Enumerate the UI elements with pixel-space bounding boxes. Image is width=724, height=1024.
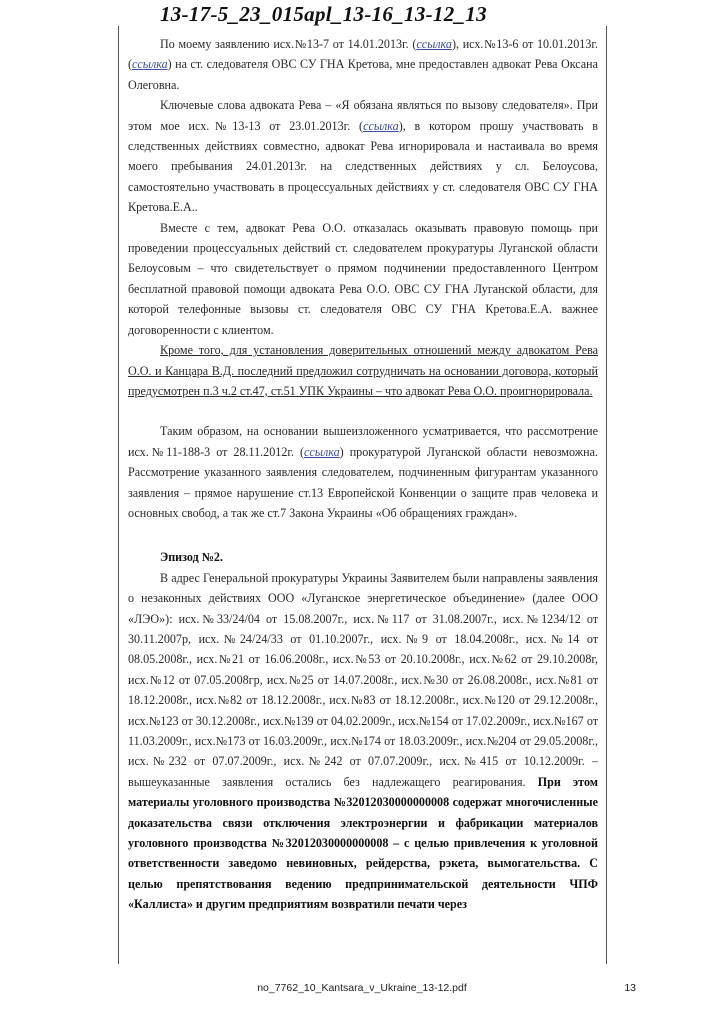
paragraph-6	[128, 568, 598, 915]
paragraph-text: ), исх.№13-6 от 10.01.2013г. (	[128, 37, 598, 72]
paragraph-text: Таким образом, на основании вышеизложенного усматривается, что рассмотрение исх.№11-188-3 от 28.11.2012г. (	[128, 424, 598, 459]
paragraph-bold-text: При этом материалы уголовного производства №32012030000000008 содержат многочисленные доказательства связи отключения электроэнергии и фабрикации материалов уголовного производства №32012030000000008 – с целью привлечения к уголовной ответственности заведомо невиновных, рейдерства, рэкета, вымогательства. С целью препятствования ведению предпринимательской деятельности ЧПФ «Каллиста» и другим предприятиям возвратили печати через	[128, 774, 598, 912]
link-1[interactable]: ссылка	[416, 37, 452, 51]
link-2[interactable]: ссылка	[132, 57, 168, 72]
document-body	[128, 34, 598, 915]
footer-filename: no_7762_10_Kantsara_v_Ukraine_13-12.pdf	[257, 982, 467, 994]
paragraph-4-underlined: Кроме того, для установления доверительных отношений между адвокатом Рева О.О. и Канцара В.Д. последний предложил сотрудничать на основании договора, который предусмотрен п.3 ч.2 ст.47, ст.51 УПК Украины – что адвокат Рева О.О. проигнорировала.	[128, 343, 598, 398]
paragraph-1	[128, 34, 598, 95]
footer-page-number: 13	[624, 982, 636, 994]
paragraph-text: ), в котором прошу участвовать в следственных действиях совместно, адвокат Рева игнорировала и настаивала во время моего пребывания 24.01.2013г. на следственных действиях у сл. Белоусова, самостоятельно участвовать в процессуальных действиях у ст. следователя ОВС СУ ГНА Кретова.Е.А..	[128, 118, 598, 215]
paragraph-text: По моему заявлению исх.№13-7 от 14.01.2013г. (	[160, 37, 417, 51]
episode-heading: Эпизод №2.	[160, 550, 223, 565]
paragraph-text: ) на ст. следователя ОВС СУ ГНА Кретова, мне предоставлен адвокат Рева Оксана Олеговна.	[128, 57, 598, 92]
paragraph-2	[128, 95, 598, 217]
paragraph-5	[128, 421, 598, 523]
paragraph-text: ) прокуратурой Луганской области невозможна. Рассмотрение указанного заявления следователем, подчиненным фигурантам указанного заявления – прямое нарушение ст.13 Европейской Конвенции о защите прав человека и основных свобод, а так же ст.7 Закона Украины «Об обращениях граждан».	[128, 444, 598, 520]
spacer	[128, 523, 598, 547]
link-3[interactable]: ссылка	[363, 118, 399, 133]
paragraph-text: В адрес Генеральной прокуратуры Украины Заявителем были направлены заявления о незаконных действиях ООО «Луганское энергетическое объединение» (далее ООО «ЛЭО»): исх.№33/24/04 от 15.08.2007г., исх.№117 от 31.08.2007г., исх.№1234/12 от 30.11.2007р, исх.№24/24/33 от 01.10.2007г., исх.№9 от 18.04.2008г., исх.№14 от 08.05.2008г., исх.№21 от 16.06.2008г., исх.№53 от 20.10.2008г., исх.№62 от 29.10.2008г, исх.№12 от 07.05.2008гр, исх.№25 от 14.07.2008г., исх.№30 от 26.08.2008г., исх.№81 от 18.12.2008г., исх.№82 от 18.12.2008г., исх.№83 от 18.12.2008г., исх.№120 от 29.12.2008г., исх.№123 от 30.12.2008г., исх.№139 от 04.02.2009г., исх.№154 от 17.02.2009г., исх.№167 от 11.03.2009г., исх.№173 от 16.03.2009г., исх.№174 от 18.03.2009г., исх.№204 от 29.05.2008г., исх.№232 от 07.07.2009г., исх.№242 от 07.07.2009г., исх.№415 от 10.12.2009г. – вышеуказанные заявления остались без надлежащего реагирования.	[128, 570, 598, 789]
link-4[interactable]: ссылка	[304, 444, 340, 459]
spacer	[128, 401, 598, 421]
document-header-title: 13-17-5_23_015apl_13-16_13-12_13	[160, 2, 487, 26]
paragraph-3: Вместе с тем, адвокат Рева О.О. отказалась оказывать правовую помощь при проведении процессуальных действий ст. следователем прокуратуры Луганской области Белоусовым – что свидетельствует о прямом подчинении предоставленного Центром бесплатной правовой помощи адвоката Рева О.О. ОВС СУ ГНА Луганской области, для которой телефонные вызовы ст. следователя ОВС СУ ГНА Кретова.Е.А. важнее договоренности с клиентом.	[128, 220, 598, 337]
paragraph-text: Ключевые слова адвоката Рева – «Я обязана являться по вызову следователя». При этом мое исх.№13-13 от 23.01.2013г. (	[128, 98, 598, 133]
